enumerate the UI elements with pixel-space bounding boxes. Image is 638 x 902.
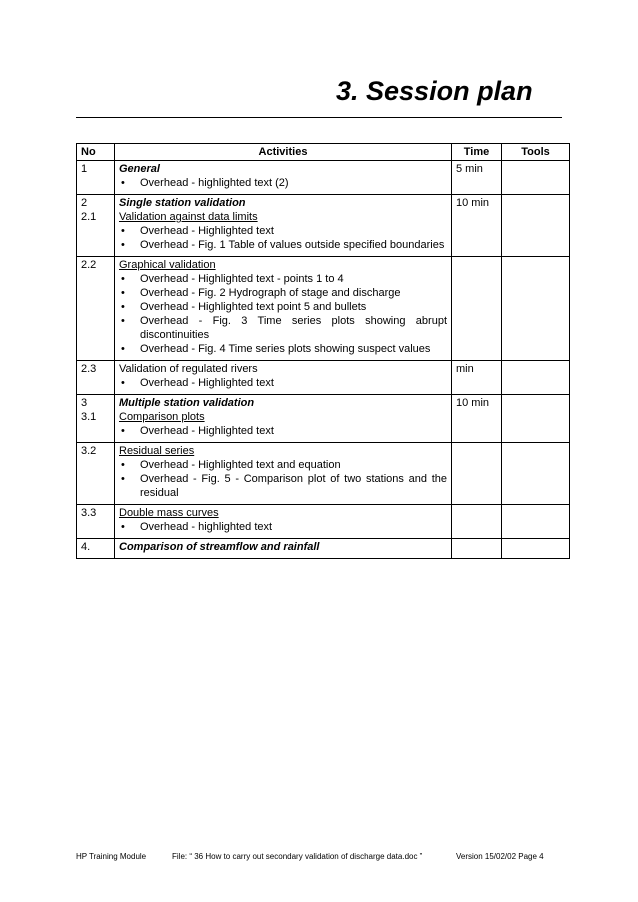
row-number-cell	[77, 361, 115, 395]
time-cell	[452, 505, 502, 539]
table-row	[77, 443, 570, 505]
bullet-list	[119, 376, 447, 390]
list-item: • Overhead - highlighted text	[119, 520, 447, 534]
row-number: 1	[81, 163, 88, 175]
bullet-list	[119, 224, 447, 252]
activities-cell	[115, 257, 452, 361]
tools-cell	[502, 505, 570, 539]
activity-heading: Double mass curves	[119, 507, 219, 519]
time-cell	[452, 257, 502, 361]
list-item: • Overhead - Fig. 3 Time series plots showing abrupt discontinuities	[119, 314, 447, 342]
table-row	[77, 395, 570, 443]
row-number: 3.2	[81, 445, 97, 457]
activity-heading: General	[119, 163, 160, 175]
row-number: 2.3	[81, 363, 97, 375]
tools-cell	[502, 539, 570, 559]
row-number-cell	[77, 161, 115, 195]
list-item: • Overhead - Highlighted text and equation	[119, 458, 447, 472]
row-number: 4.	[81, 541, 91, 553]
header-time: Time	[452, 144, 502, 161]
activity-subheading: Validation against data limits	[119, 211, 258, 223]
tools-cell	[502, 195, 570, 257]
list-item: • Overhead - Fig. 4 Time series plots showing suspect values	[119, 342, 447, 356]
time-cell	[452, 443, 502, 505]
bullet-list	[119, 458, 447, 500]
session-plan-table	[76, 143, 570, 559]
row-number-cell	[77, 195, 115, 257]
activity-heading: Comparison of streamflow and rainfall	[119, 541, 320, 553]
activity-heading: Single station validation	[119, 197, 246, 209]
time-cell	[452, 539, 502, 559]
list-item: • Overhead - highlighted text (2)	[119, 176, 447, 190]
footer-file: File: “ 36 How to carry out secondary validation of discharge data.doc ”	[172, 852, 423, 861]
tools-cell	[502, 395, 570, 443]
list-item: • Overhead - Fig. 1 Table of values outside specified boundaries	[119, 238, 447, 252]
header-no: No	[77, 144, 115, 161]
time-cell: 5 min	[452, 161, 502, 195]
time-cell: 10 min	[452, 395, 502, 443]
bullet-list	[119, 424, 447, 438]
footer-module: HP Training Module	[76, 852, 147, 861]
row-number-cell	[77, 443, 115, 505]
table-row	[77, 161, 570, 195]
list-item: • Overhead - Highlighted text - points 1 to 4	[119, 272, 447, 286]
row-number-cell	[77, 539, 115, 559]
activities-cell	[115, 195, 452, 257]
row-number: 2.1	[81, 211, 97, 223]
row-number: 3.1	[81, 411, 97, 423]
activity-heading: Validation of regulated rivers	[119, 363, 258, 375]
title-rule	[76, 117, 562, 118]
table-row	[77, 361, 570, 395]
list-item: • Overhead - Highlighted text	[119, 376, 447, 390]
header-tools: Tools	[502, 144, 570, 161]
activity-heading: Multiple station validation	[119, 397, 255, 409]
row-number: 3	[81, 397, 88, 409]
row-number: 2.2	[81, 259, 97, 271]
table-row	[77, 539, 570, 559]
activities-cell	[115, 505, 452, 539]
row-number: 2	[81, 197, 88, 209]
time-cell: 10 min	[452, 195, 502, 257]
list-item: • Overhead - Fig. 5 - Comparison plot of two stations and the residual	[119, 472, 447, 500]
activities-cell	[115, 539, 452, 559]
list-item: • Overhead - Fig. 2 Hydrograph of stage and discharge	[119, 286, 447, 300]
activities-cell	[115, 395, 452, 443]
tools-cell	[502, 361, 570, 395]
bullet-list	[119, 520, 447, 534]
page-title: 3. Session plan	[336, 76, 533, 106]
bullet-list	[119, 176, 447, 190]
activity-subheading: Comparison plots	[119, 411, 205, 423]
header-activities: Activities	[115, 144, 452, 161]
table-row	[77, 195, 570, 257]
row-number-cell	[77, 505, 115, 539]
time-cell: min	[452, 361, 502, 395]
table-row	[77, 257, 570, 361]
row-number: 3.3	[81, 507, 97, 519]
list-item: • Overhead - Highlighted text	[119, 424, 447, 438]
activities-cell	[115, 361, 452, 395]
activity-heading: Residual series	[119, 445, 195, 457]
row-number-cell	[77, 395, 115, 443]
footer-version: Version 15/02/02 Page 4	[456, 852, 544, 861]
list-item: • Overhead - Highlighted text	[119, 224, 447, 238]
activities-cell	[115, 443, 452, 505]
activity-heading: Graphical validation	[119, 259, 216, 271]
row-number-cell	[77, 257, 115, 361]
bullet-list	[119, 272, 447, 356]
activities-cell	[115, 161, 452, 195]
list-item: • Overhead - Highlighted text point 5 and bullets	[119, 300, 447, 314]
tools-cell	[502, 257, 570, 361]
tools-cell	[502, 161, 570, 195]
tools-cell	[502, 443, 570, 505]
table-row	[77, 505, 570, 539]
table-header-row	[77, 144, 570, 161]
